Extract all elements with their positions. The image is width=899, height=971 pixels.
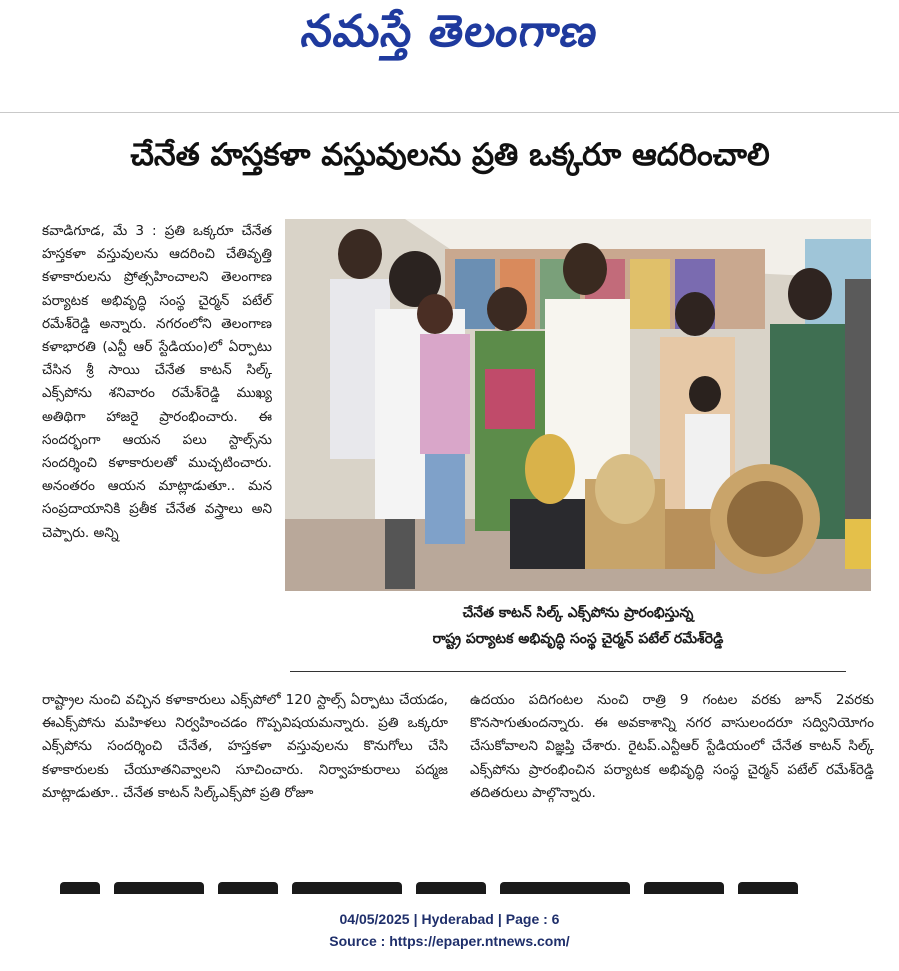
footer-page: Page : 6	[505, 911, 560, 927]
footer-date: 04/05/2025	[339, 911, 410, 927]
photo-caption	[285, 600, 871, 652]
masthead	[0, 0, 899, 70]
article-body-left-column: కవాడిగూడ, మే 3 : ప్రతి ఒక్కరూ చేనేత హస్తకళా వస్తువులను ఆదరించి చేతివృత్తి కళాకారులను ప్రోత్సహించాలని తెలంగాణ పర్యాటక అభివృద్ధి సంస్థ చైర్మన్ పటేల్ రమేశ్‌రెడ్డి అన్నారు. నగరంలోని తెలంగాణ కళాభారతి (ఎన్టీ ఆర్ స్టేడియం)లో ఏర్పాటు చేసిన శ్రీ సాయి చేనేత కాటన్ సిల్క్ ఎక్స్‌పోను శనివారం రమేశ్‌రెడ్డి ముఖ్య అతిథిగా హాజరై ప్రారంభించారు. ఈ సందర్భంగా ఆయన పలు స్టాల్స్‌ను సందర్శించి కళాకారులతో ముచ్చటించారు. అనంతరం ఆయన మాట్లాడుతూ.. మన సంప్రదాయానికి ప్రతీక చేనేత వస్త్రాలు అని చెప్పారు. అన్ని	[42, 223, 272, 541]
article-headline: చేనేత హస్తకళా వస్తువులను ప్రతి ఒక్కరూ ఆదరించాలి	[130, 137, 770, 173]
footer-meta: 04/05/2025 | Hyderabad | Page : 6	[339, 911, 560, 927]
article-body-bottom-right: ఉదయం పదిగంటల నుంచి రాత్రి 9 గంటల వరకు జూన్ 2వరకు కొనసాగుతుందన్నారు. ఈ అవకాశాన్ని నగర వాసులందరూ సద్వినియోగం చేసుకోవాలని విజ్ఞప్తి చేశారు. రైటప్.ఎన్టీఆర్ స్టేడియంలో చేనేత కాటన్ సిల్క్ ఎక్స్‌పోను ప్రారంభించిన పర్యాటక అభివృద్ధి సంస్థ చైర్మన్ పటేల్ రమేశ్‌రెడ్డి తదితరులు పాల్గొన్నారు.	[470, 692, 874, 801]
article-photo	[285, 219, 871, 591]
footer-city: Hyderabad	[421, 911, 494, 927]
photo-caption-line-1: చేనేత కాటన్ సిల్క్ ఎక్స్‌పోను ప్రారంభిస్తున్న	[462, 605, 694, 621]
newspaper-logo: నమస్తే తెలంగాణ	[298, 6, 602, 57]
article-body-bottom-left: రాష్ట్రాల నుంచి వచ్చిన కళాకారులు ఎక్స్‌పోలో 120 స్టాల్స్ ఏర్పాటు చేయడం, ఈఎక్స్‌పోను మహిళలు నిర్వహించడం గొప్పవిషయమన్నారు. ప్రతి ఒక్కరూ ఎక్స్‌పోను సందర్శించి చేనేత, హస్తకళా వస్తువులను కొనుగోలు చేసి కళాకారులకు చేయూతనివ్వాలని సూచించారు. నిర్వాహకురాలు పద్మజ మాట్లాడుతూ.. చేనేత కాటన్ సిల్క్‌ఎక్స్‌పో ప్రతి రోజూ	[42, 692, 448, 801]
masthead-divider	[0, 112, 899, 113]
photo-caption-line-2: రాష్ట్ర పర్యాటక అభివృద్ధి సంస్థ చైర్మన్ పటేల్ రమేశ్‌రెడ్డి	[432, 631, 724, 647]
caption-divider	[290, 671, 846, 672]
footer-source[interactable]: Source : https://epaper.ntnews.com/	[329, 933, 570, 949]
page-footer	[0, 908, 899, 952]
next-headline-cutoff	[60, 882, 860, 894]
